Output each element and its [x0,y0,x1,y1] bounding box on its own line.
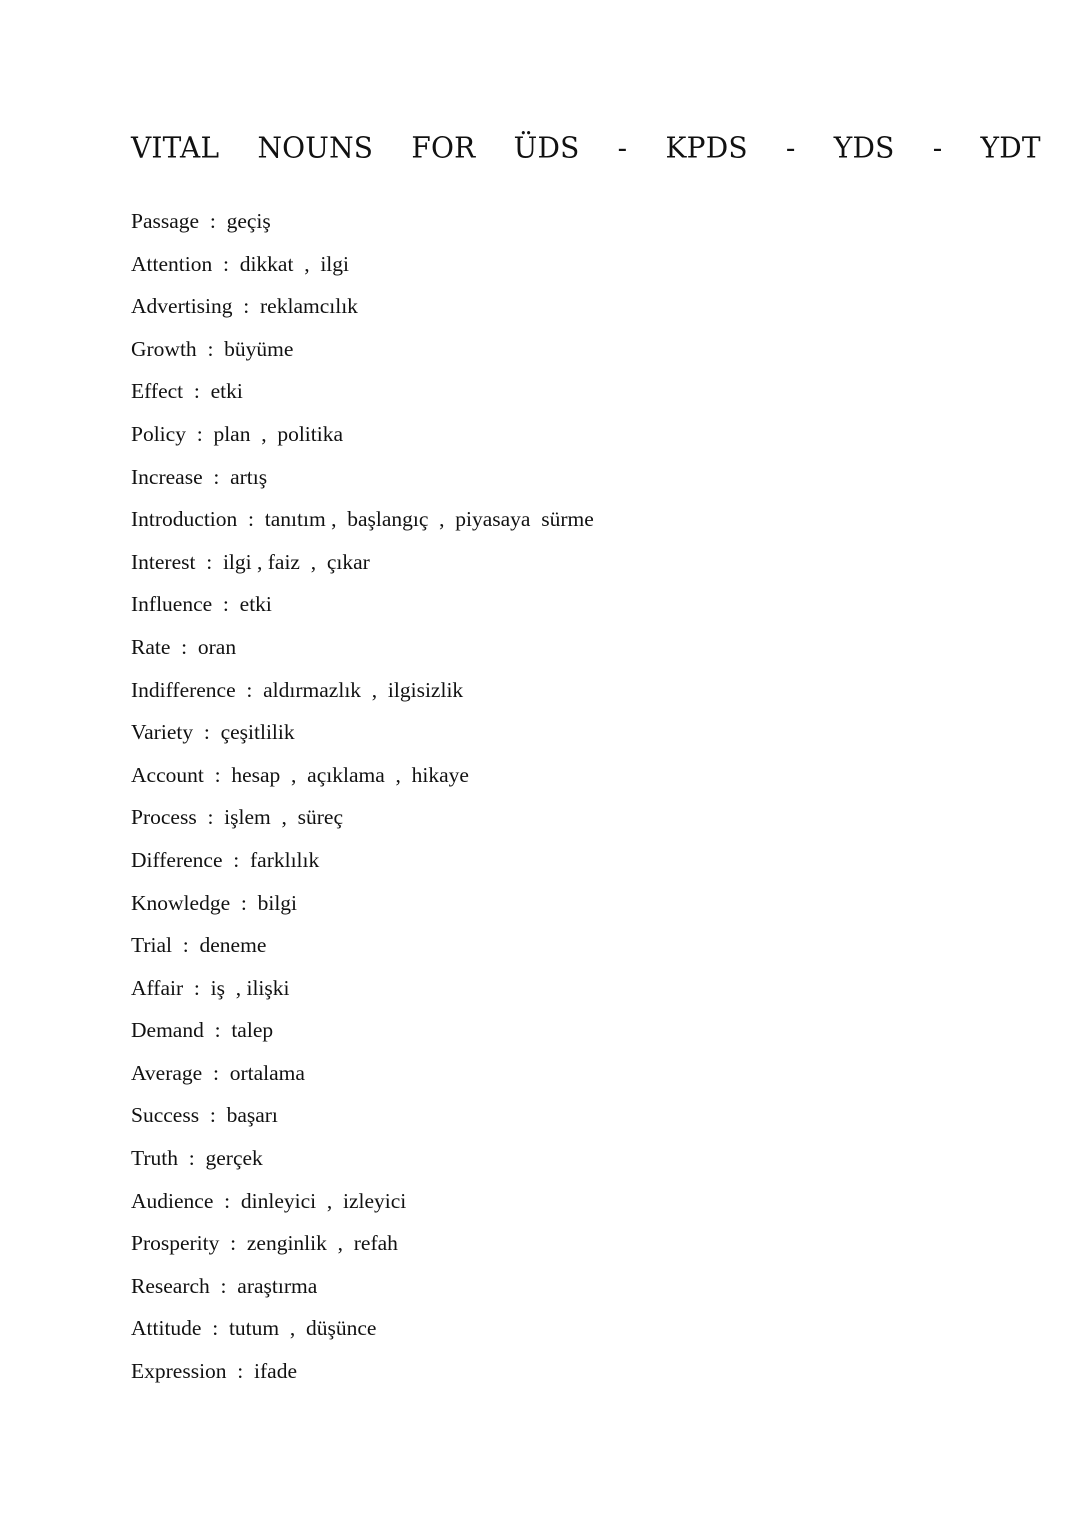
separator: : [185,421,214,446]
vocab-entry [131,1142,594,1185]
separator: : [183,379,211,404]
vocab-term: Growth [131,336,197,361]
vocab-entry [131,205,594,248]
vocab-term: Research [131,1273,210,1298]
vocab-meaning: plan , politika [213,421,344,446]
vocab-term: Attitude [131,1316,202,1341]
vocab-term: Interest [131,549,196,574]
vocab-meaning: tanıtım , başlangıç , piyasaya sürme [264,507,594,532]
vocab-term: Success [131,1103,200,1128]
vocab-meaning: iş , ilişki [210,975,290,1000]
vocab-meaning: dinleyici , izleyici [240,1188,407,1213]
vocab-term: Passage [131,209,200,233]
separator: : [202,1060,230,1085]
vocab-entry [131,290,594,333]
vocab-entry [131,375,594,418]
vocab-meaning: büyüme [224,336,294,361]
vocab-meaning: gerçek [205,1146,263,1171]
vocab-meaning: zenginlik , refah [246,1231,398,1256]
vocab-term: Influence [131,592,213,617]
vocab-entry [131,461,594,504]
vocab-meaning: talep [231,1018,274,1043]
vocab-term: Variety [131,720,194,745]
separator: : [195,549,223,574]
vocab-term: Effect [131,379,184,404]
vocab-meaning: oran [197,634,237,659]
vocab-term: Prosperity [131,1231,220,1256]
vocab-meaning: araştırma [237,1273,318,1298]
separator: : [196,805,225,830]
vocab-entry [131,546,594,589]
separator: : [172,933,200,958]
vocab-term: Attention [131,251,213,276]
vocab-entry [131,248,594,291]
separator: : [196,336,225,361]
vocab-entry [131,1099,594,1142]
separator: : [213,1188,241,1213]
separator: : [203,1018,232,1043]
vocab-entry [131,929,594,972]
vocab-entry [131,801,594,844]
vocabulary-list [131,205,594,1398]
vocab-term: Indifference [131,677,236,702]
vocab-term: Audience [131,1188,214,1213]
separator: : [212,592,240,617]
vocab-term: Account [131,762,204,787]
separator: : [230,890,258,915]
vocab-meaning: dikkat , ilgi [239,251,349,276]
vocab-meaning: işlem , süreç [224,805,343,830]
vocab-term: Truth [131,1146,179,1171]
separator: : [232,294,261,319]
vocab-entry [131,588,594,631]
vocab-meaning: geçiş [226,209,271,233]
vocab-entry [131,1185,594,1228]
vocab-term: Knowledge [131,890,231,915]
vocab-term: Trial [131,933,173,958]
vocab-term: Affair [131,975,184,1000]
vocab-entry [131,418,594,461]
vocab-entry [131,1014,594,1057]
separator: : [199,1103,227,1128]
vocab-entry [131,503,594,546]
separator: : [235,677,264,702]
vocab-entry [131,972,594,1015]
separator: : [226,1359,255,1384]
vocab-entry [131,759,594,802]
vocab-entry [131,1312,594,1355]
page-title: VITAL NOUNS FOR ÜDS - KPDS - YDS - YDT [131,130,1041,165]
vocab-entry [131,1057,594,1100]
vocab-entry [131,1355,594,1398]
vocab-meaning: reklamcılık [260,294,358,319]
separator: : [203,762,232,787]
vocab-entry [131,844,594,887]
separator: : [170,634,198,659]
vocab-meaning: etki [210,379,243,404]
vocab-term: Difference [131,847,223,872]
separator: : [202,464,231,489]
vocab-meaning: aldırmazlık , ilgisizlik [263,677,464,702]
vocab-meaning: etki [239,592,272,617]
vocab-term: Policy [131,421,186,446]
vocab-meaning: artış [230,464,268,489]
vocab-term: Process [131,805,197,830]
separator: : [199,209,227,233]
vocab-term: Demand [131,1018,204,1043]
vocab-entry [131,1270,594,1313]
vocab-entry [131,631,594,674]
vocab-meaning: başarı [226,1103,278,1128]
vocab-meaning: ilgi , faiz , çıkar [222,549,370,574]
vocab-meaning: tutum , düşünce [228,1316,377,1341]
separator: : [183,975,211,1000]
vocab-meaning: bilgi [257,890,298,915]
separator: : [237,507,265,532]
separator: : [219,1231,247,1256]
separator: : [193,720,221,745]
vocab-term: Advertising [131,294,233,319]
vocab-term: Average [131,1060,203,1085]
vocab-meaning: ortalama [229,1060,305,1085]
vocab-meaning: farklılık [250,847,320,872]
separator: : [178,1146,206,1171]
vocab-term: Introduction [131,507,238,532]
vocab-entry [131,333,594,376]
vocab-term: Increase [131,464,203,489]
separator: : [209,1273,238,1298]
separator: : [222,847,250,872]
vocab-entry [131,1227,594,1270]
vocab-entry [131,716,594,759]
vocab-meaning: ifade [254,1359,297,1384]
vocab-entry [131,887,594,930]
separator: : [212,251,240,276]
vocab-entry [131,674,594,717]
vocab-meaning: hesap , açıklama , hikaye [231,762,469,787]
separator: : [201,1316,229,1341]
vocab-meaning: deneme [199,933,267,958]
vocab-meaning: çeşitlilik [220,720,295,745]
vocab-term: Rate [131,634,171,659]
vocab-term: Expression [131,1359,227,1384]
